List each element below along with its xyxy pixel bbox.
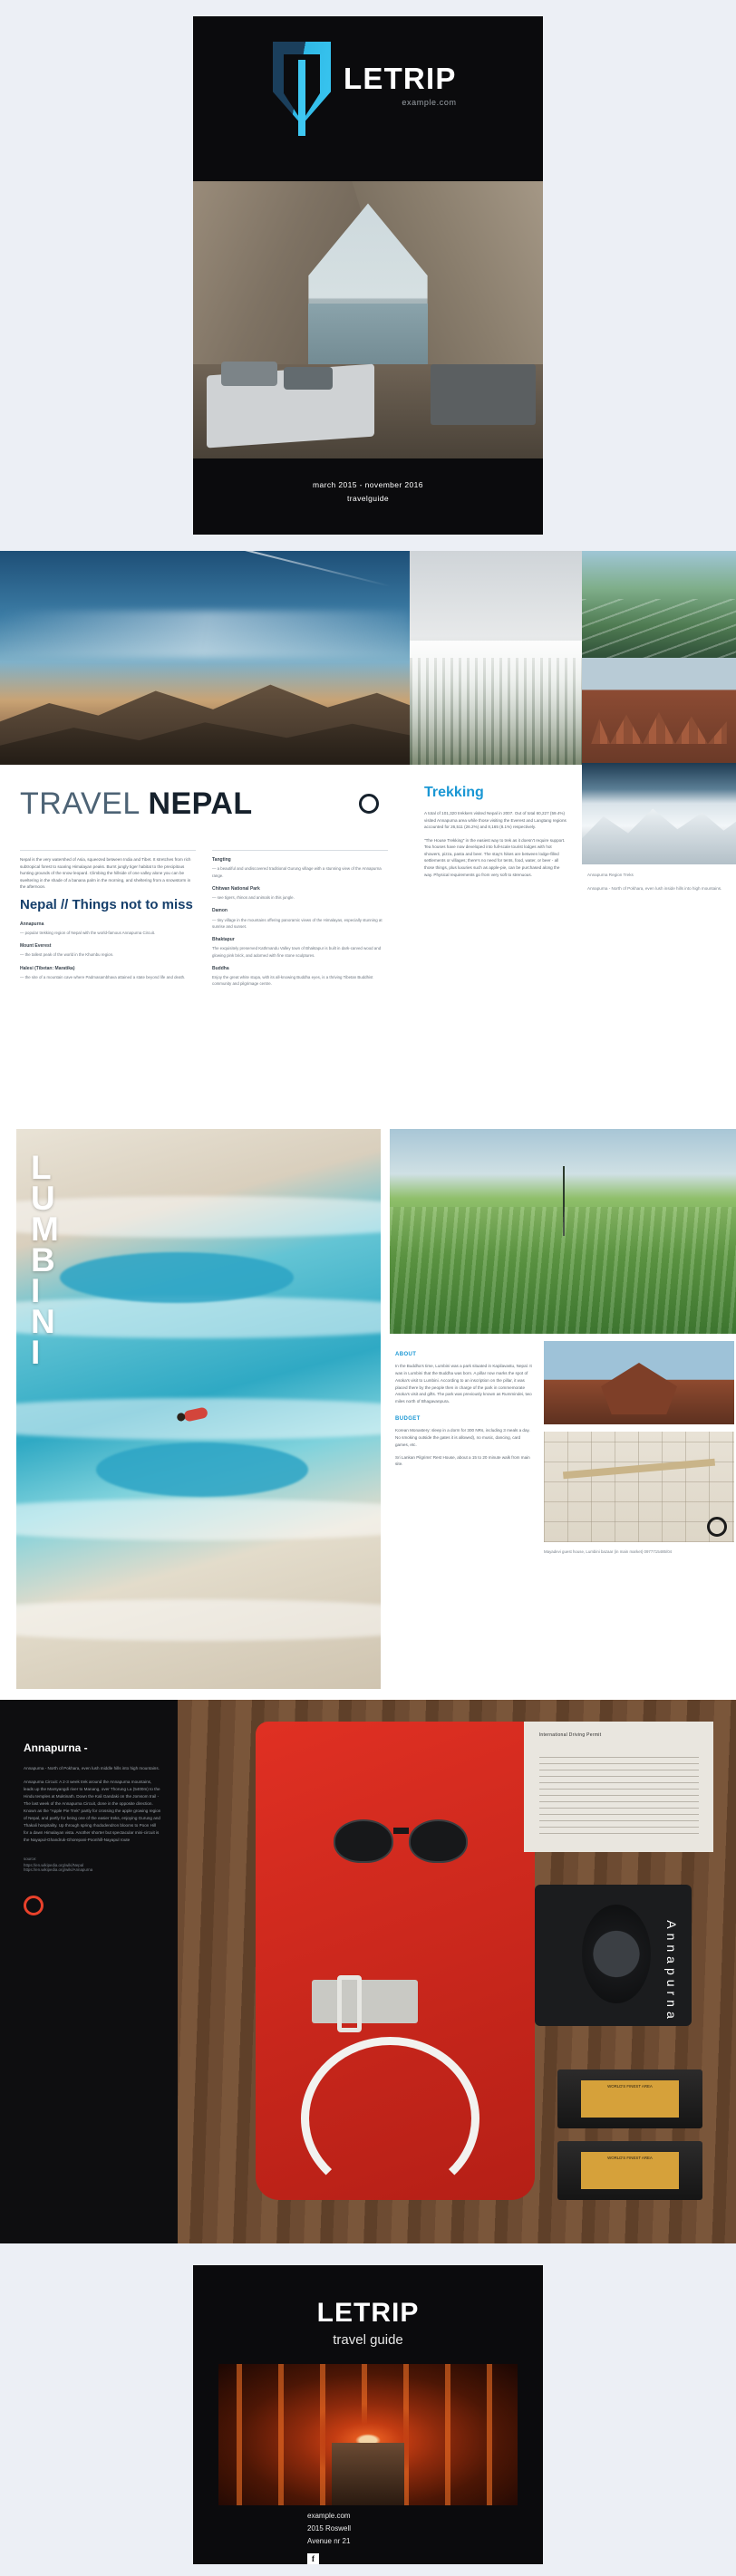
trekking-photo xyxy=(410,551,582,765)
annapurna-vertical-label: Annapurna xyxy=(664,1920,680,2023)
lumbini-text-block xyxy=(390,1341,535,1555)
list-item-text: — tiny village in the mountains offering panoramic views of the Himalayas, especially stunning at sunrise and sunset. xyxy=(212,917,383,929)
permit-title: International Driving Permit xyxy=(538,1732,602,1738)
budget-text: Korean Monastery: sleep in a dorm for 300 NRs, including 3 meals a day. No smoking outside the gates it is allowed), no music, dancing, card games, etc. xyxy=(395,1428,530,1447)
list-item-label: Damon xyxy=(212,908,228,914)
list-item-label: Buddha xyxy=(212,965,229,971)
headphones-object xyxy=(301,2037,479,2200)
list-item-label: Chitwan National Park xyxy=(212,885,260,892)
about-heading: ABOUT xyxy=(395,1352,417,1357)
ring-icon xyxy=(359,794,379,814)
annapurna-heading: Annapurna - xyxy=(24,1741,88,1754)
list-item-label: Halesi (Tibetan: Maratika) xyxy=(20,965,75,971)
facebook-icon[interactable]: f xyxy=(307,2553,319,2564)
nepal-column-1 xyxy=(20,850,196,994)
nepal-middle-column xyxy=(410,551,582,1120)
nepal-intro-text: Nepal is the very watershed of Asia, squeezed between India and Tibet. It stretches from rich subtropical forest to soaring Himalayan peaks. Burnt jungly tiger habitat to the precipitous hunting grounds of the snow leopard. Climbing the hillside of one valley alone you can be sweltering in the shade of a banana palm in the morning, and sheltering from a snowstorm in the afternoon. xyxy=(20,857,191,890)
nepal-things-heading: Nepal // Things not to miss xyxy=(20,896,193,912)
sunglasses-object xyxy=(334,1819,468,1863)
ring-icon-red xyxy=(24,1896,44,1915)
nepal-title-bar xyxy=(0,765,410,843)
tin-label-2: WORLD'S FINEST AREA xyxy=(581,2152,680,2189)
driving-permit-document xyxy=(524,1722,713,1852)
annapurna-text-column xyxy=(0,1700,178,2243)
annapurna-para-2: Annapurna Circuit: A 2-3 week trek around the Annapurna mountains, leads up the Marsyangdi river to Manang, over Thorung La (5400m) to the Hindu temples at Muktinath. Down the Kali Gandaki on the Jomsom trail - The last week of the Annapurna Circuit, done in the opposite direction. Known as the "Apple Pie Trek" partly for crossing the apple growing region of Nepal, and partly for being one of the easier treks, enjoying Gurung and Thakali hospitality. Up through spring rhododendron blooms to Poon Hill for a dawn Himalayan vista. Another shorter but spectacular mini-circuit is the Nayapul-Ghandruk-Ghorepani-Poonhill-Nayapul route xyxy=(24,1780,161,1843)
source-link-1[interactable]: https://en.wikipedia.org/wiki/Nepal xyxy=(24,1863,84,1868)
cover-footer xyxy=(193,458,543,535)
back-cover-subtitle: travel guide xyxy=(333,2332,403,2348)
list-item-text: — see tigers, rhinos and animals in this jungle. xyxy=(212,895,295,901)
budget-text-2: Sri Lankan Pilgrims' Rest House, about a 15 to 20 minute walk from main site. xyxy=(395,1454,530,1467)
back-cover-title: LETRIP xyxy=(316,2298,420,2328)
footer-website[interactable]: example.com xyxy=(307,2512,351,2520)
cover-card xyxy=(193,16,543,535)
nepal-page xyxy=(0,551,736,1120)
cover-date-range: march 2015 - november 2016 xyxy=(313,480,423,489)
photo-pagoda-square xyxy=(582,658,736,763)
source-link-2[interactable]: https://en.wikipedia.org/wiki/Annapurna xyxy=(24,1867,93,1873)
lumbini-content-row xyxy=(390,1341,736,1555)
trekking-teahouse-text: "The House Trekking" in the easiest way to trek as it doesn't require support. Tea houses have now developed into full-scale tourist lodges with hot showers, pizza, pasta and beer. The stay's hikes are between lodge-filled settlements or villages; there's no need for tents, food, water, or beer - all those things, plus luxuries such as apple-pie, can be purchased along the way. Physical requirements go from very soft to strenuous. xyxy=(424,837,566,877)
list-item-text: — the tallest peak of the world in the Khumbu region. xyxy=(20,952,114,958)
source-label: source: xyxy=(24,1857,37,1862)
about-text: In the Buddha's time, Lumbini was a park situated in Kapilavastu, Nepal. It was in Lumbini that the Buddha was born. A pillar now marks the spot of Asoka's visit to Lumbini. According to an inscription on the pillar, it was placed there by the people then in charge of the park in commemorate Asoka's visit and gifts. The park was previously known as Rummindei, two miles north of Bhagavanpura. xyxy=(395,1364,532,1404)
brand-name: LETRIP xyxy=(344,62,457,95)
lumbini-right-column xyxy=(381,1129,736,1700)
footer-address-line-1: 2015 Roswell xyxy=(307,2524,352,2533)
page-title xyxy=(20,786,253,822)
footer-address-line-2: Avenue nr 21 xyxy=(307,2537,351,2545)
annapurna-para-1: Annapurna - North of Pokhara, even lush middle hills into high mountains. xyxy=(24,1766,160,1770)
list-item-text: — a beautiful and undiscovered traditional Gurung village with a stunning view of the Annapurna range. xyxy=(212,866,382,878)
photo-snow-peaks xyxy=(582,763,736,864)
list-item-label: Bhaktapur xyxy=(212,937,235,943)
cover-page xyxy=(0,0,736,551)
photo-caption-annapurna: Annapurna - North of Pokhara, even lush inside hills into high mountains. xyxy=(587,886,722,892)
photo-mountain-road xyxy=(582,551,736,658)
map-caption: Mayadevi guest house, Lumbini bazaar (in main market) 0977715485/04 xyxy=(544,1549,673,1554)
cover-photo xyxy=(193,181,543,458)
list-item-text: — popular trekking region of Nepal with the world-famous Annapurna Circuit. xyxy=(20,930,156,935)
list-item-text: Enjoy the great white stupa, with its all-knowing Buddha eyes, is a thriving Tibetan Buddhist community and pilgrimage centre. xyxy=(212,975,373,987)
page-title-bold: NEPAL xyxy=(148,786,253,821)
nepal-left-column xyxy=(0,551,410,1120)
lumbini-page xyxy=(0,1120,736,1700)
list-item-text: The exquisitely preserved Kathmandu Valley town of Bhaktapur is built in dark-carved wood and glowing pink brick, and adorned with fine stone sculptures. xyxy=(212,946,382,958)
trekking-stats-text: A total of 101,320 trekkers visited Nepal in 2007. Out of total 60,227 (59.4%) visited Annapurna area while those visiting the Everest and Langtang regions accounted for 26,511 (26.2%) and 8,165 (8.1%) respectively. xyxy=(424,811,567,830)
nepal-hero-photo xyxy=(0,551,410,765)
budget-heading: BUDGET xyxy=(395,1415,421,1422)
list-item-label: Mount Everest xyxy=(20,943,52,950)
photo-map xyxy=(544,1432,734,1542)
annapurna-gear-photo xyxy=(178,1700,736,2243)
lumbini-hero-photo xyxy=(16,1129,381,1689)
nepal-right-column xyxy=(582,551,736,1120)
back-cover-footer xyxy=(193,2497,543,2564)
trekking-heading: Trekking xyxy=(424,785,484,800)
list-item-text: — the site of a mountain cave where Padmasambhava attained a state beyond life and death. xyxy=(20,974,186,979)
back-cover-title-block xyxy=(193,2265,543,2348)
chevron-down-logo-icon xyxy=(273,42,333,149)
tins-object xyxy=(557,2069,702,2200)
brand-block xyxy=(344,63,457,107)
photo-monument xyxy=(544,1341,734,1424)
nepal-column-2 xyxy=(212,850,388,994)
ring-icon xyxy=(707,1517,727,1537)
trekking-block xyxy=(410,765,582,878)
cover-header xyxy=(193,16,543,181)
nepal-text-columns xyxy=(0,843,410,994)
list-item-label: Tangting xyxy=(212,857,231,863)
page-title-light: TRAVEL xyxy=(20,786,149,821)
tin-label-1: WORLD'S FINEST AREA xyxy=(581,2080,680,2118)
back-cover-card xyxy=(193,2265,543,2564)
lumbini-title: L U M B I N I xyxy=(31,1149,60,1372)
lumbini-photo-stack xyxy=(544,1341,734,1555)
lumbini-field-photo xyxy=(390,1129,736,1334)
back-cover-page xyxy=(0,2243,736,2576)
cover-subtitle: travelguide xyxy=(347,494,389,503)
list-item-label: Annapurna xyxy=(20,921,44,927)
torii-photo xyxy=(218,2364,518,2505)
photo-caption-treks: Annapurna Region Treks xyxy=(587,873,634,877)
annapurna-page xyxy=(0,1700,736,2243)
brand-website: example.com xyxy=(402,98,457,107)
